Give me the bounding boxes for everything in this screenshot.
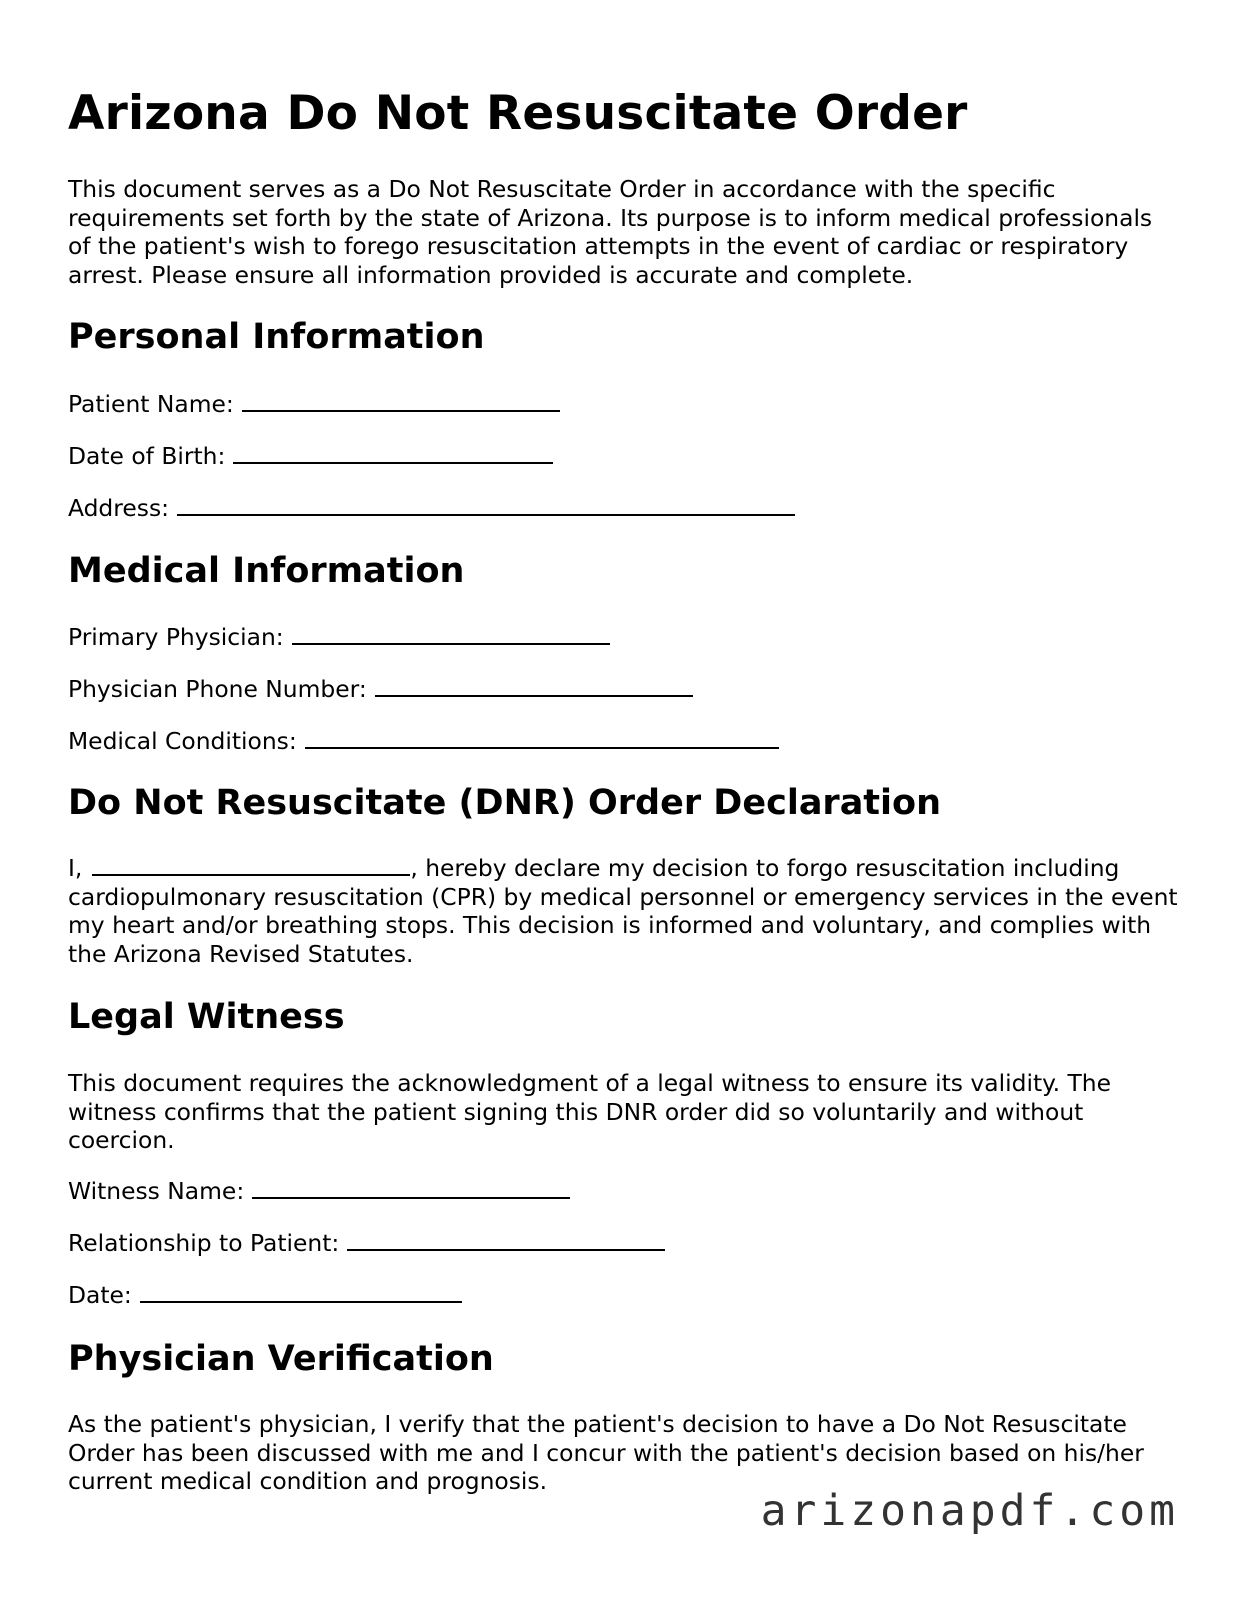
document-title: Arizona Do Not Resuscitate Order [68, 86, 968, 141]
physician-phone-input[interactable] [375, 675, 693, 697]
witness-name-field [68, 1177, 570, 1205]
patient-name-field [68, 390, 560, 418]
date-of-birth-field [68, 442, 553, 470]
watermark: arizonapdf.com [760, 1486, 1179, 1536]
primary-physician-field [68, 623, 610, 651]
medical-conditions-label: Medical Conditions: [68, 727, 297, 755]
address-label: Address: [68, 494, 170, 522]
relationship-field [68, 1229, 665, 1257]
witness-date-label: Date: [68, 1281, 132, 1309]
date-of-birth-label: Date of Birth: [68, 442, 226, 470]
address-input[interactable] [177, 494, 795, 516]
intro-paragraph: This document serves as a Do Not Resuscitate Order in accordance with the specific requirements set forth by the state of Arizona. Its purpose is to inform medical professionals of the patient's wish to forego resuscitation attempts in the event of cardiac or respiratory arrest. Please ensure all information provided is accurate and complete. [68, 175, 1153, 289]
dnr-declaration-paragraph [68, 854, 1178, 968]
address-field [68, 494, 795, 522]
relationship-label: Relationship to Patient: [68, 1229, 340, 1257]
legal-witness-heading: Legal Witness [68, 997, 345, 1037]
witness-name-label: Witness Name: [68, 1177, 245, 1205]
physician-phone-field [68, 675, 693, 703]
medical-information-heading: Medical Information [68, 551, 465, 591]
witness-date-field [68, 1281, 462, 1309]
physician-verification-heading: Physician Verification [68, 1339, 494, 1379]
witness-name-input[interactable] [252, 1177, 570, 1199]
personal-information-heading: Personal Information [68, 317, 485, 357]
patient-name-label: Patient Name: [68, 390, 234, 418]
relationship-input[interactable] [347, 1229, 665, 1251]
declaration-prefix: I, [68, 854, 83, 882]
legal-witness-paragraph: This document requires the acknowledgment of a legal witness to ensure its validity. The witness confirms that the patient signing this DNR order did so voluntarily and without coercion. [68, 1069, 1111, 1154]
primary-physician-input[interactable] [292, 623, 610, 645]
declarant-name-input[interactable] [92, 854, 410, 876]
date-of-birth-input[interactable] [233, 442, 553, 464]
witness-date-input[interactable] [140, 1281, 462, 1303]
physician-verification-paragraph: As the patient's physician, I verify that the patient's decision to have a Do Not Resuscitate Order has been discussed with me and I concur with the patient's decision based on his/her current medical condition and prognosis. [68, 1410, 1144, 1495]
dnr-declaration-heading: Do Not Resuscitate (DNR) Order Declaration [68, 783, 942, 823]
medical-conditions-field [68, 727, 779, 755]
primary-physician-label: Primary Physician: [68, 623, 284, 651]
physician-phone-label: Physician Phone Number: [68, 675, 367, 703]
patient-name-input[interactable] [242, 390, 560, 412]
medical-conditions-input[interactable] [305, 727, 779, 749]
declaration-text: , hereby declare my decision to forgo resuscitation including cardiopulmonary resuscitation (CPR) by medical personnel or emergency services in the event my heart and/or breathing stops. This decision is informed and voluntary, and complies with the Arizona Revised Statutes. [68, 854, 1178, 968]
